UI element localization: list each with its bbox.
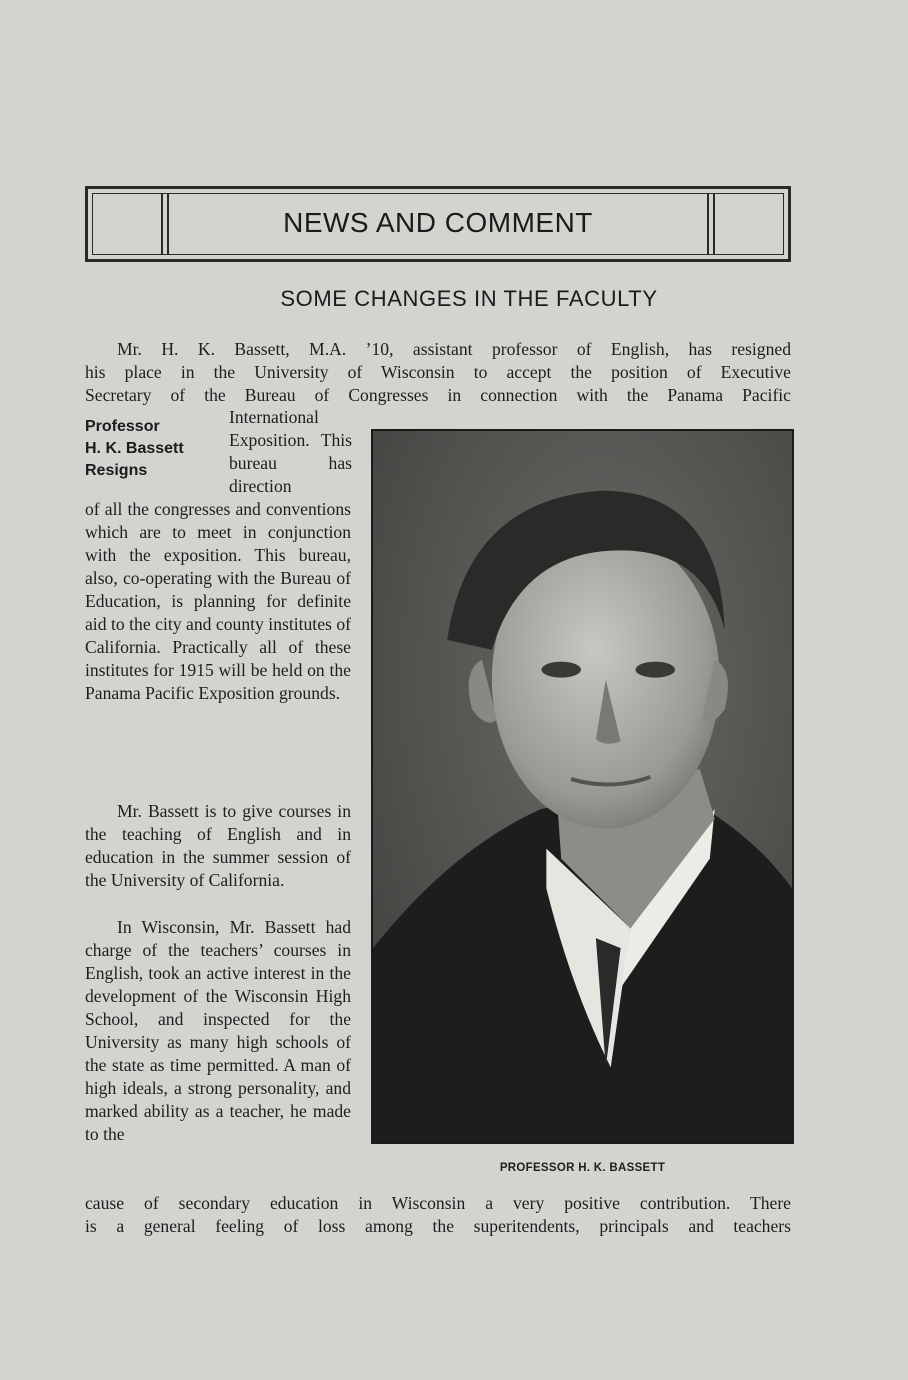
article-title: SOME CHANGES IN THE FACULTY: [280, 286, 658, 311]
intro-line-3: Secretary of the Bureau of Congresses in connection with the Panama Pacific: [85, 385, 791, 405]
portrait-photo: [371, 429, 794, 1144]
sidenote-line-2: H. K. Bassett: [85, 440, 184, 457]
paragraph-1-rest: of all the congresses and conventions which are to meet in conjunction with the exposition. This bureau, also, co-operating with the Bureau of Education, is planning for definite aid to the city and county institutes of California. Practically all of these institutes for 1915 will be held on the Panama Pacific Exposition grounds.: [85, 499, 351, 703]
section-banner: [85, 186, 791, 262]
sidenote-line-1: Professor: [85, 418, 160, 435]
banner-title: NEWS AND COMMENT: [283, 207, 593, 238]
intro-line-2: his place in the University of Wisconsin to accept the position of Executive: [85, 362, 791, 382]
portrait-image: [373, 431, 792, 1142]
paragraph-2: Mr. Bassett is to give courses in the teaching of English and in education in the summer session of the University of California.: [85, 801, 351, 890]
paragraph-3: In Wisconsin, Mr. Bassett had charge of the teachers’ courses in English, took an active interest in the development of the Wisconsin High School, and inspected for the University as many high schools of the state as time permitted. A man of high ideals, a strong personality, and marked ability as a teacher, he made to the: [85, 917, 351, 1144]
intro-line-1: Mr. H. K. Bassett, M.A. ’10, assistant professor of English, has resigned: [117, 339, 791, 359]
photo-caption: PROFESSOR H. K. BASSETT: [499, 1162, 666, 1174]
sidenote-heading: [85, 416, 225, 482]
sidenote-line-3: Resigns: [85, 462, 148, 479]
sidenote-column-text: International Exposition. This bureau has direction: [229, 407, 352, 496]
closing-line-2: is a general feeling of loss among the superitendents, principals and teachers: [85, 1216, 791, 1236]
closing-line-1: cause of secondary education in Wisconsin a very positive contribution. There: [85, 1193, 791, 1213]
